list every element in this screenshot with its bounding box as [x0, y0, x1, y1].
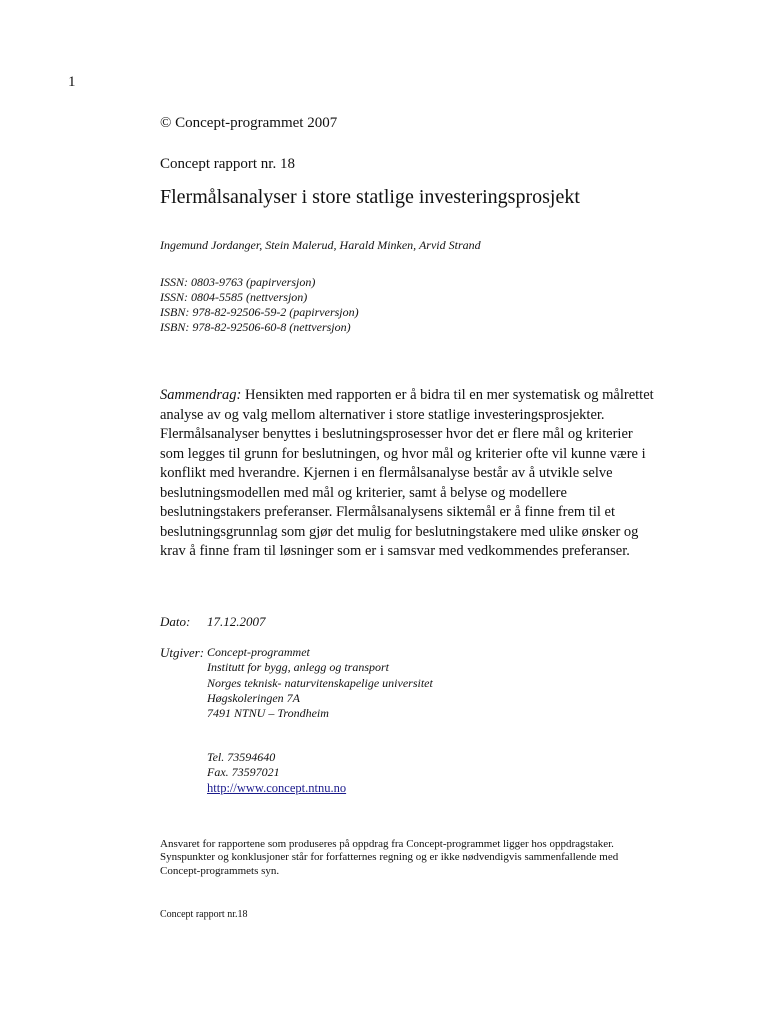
page-number: 1: [68, 74, 76, 90]
publisher-city: 7491 NTNU – Trondheim: [207, 706, 329, 721]
publisher-university: Norges teknisk- naturvitenskapelige universitet: [207, 675, 433, 690]
isbn-print: ISBN: 978-82-92506-59-2 (papirversjon): [160, 305, 359, 319]
publisher-name: Concept-programmet: [207, 645, 310, 659]
publisher-street: Høgskoleringen 7A: [207, 690, 300, 705]
website-link[interactable]: http://www.concept.ntnu.no: [207, 780, 347, 795]
fax-number: Fax. 73597021: [207, 765, 280, 780]
date-label: Dato:: [160, 614, 191, 629]
summary-label: Sammendrag:: [160, 387, 242, 403]
date-row: [160, 614, 266, 630]
report-number: Concept rapport nr. 18: [160, 156, 295, 172]
issn-online: ISSN: 0804-5585 (nettversjon): [160, 290, 308, 304]
summary-text: Hensikten med rapporten er å bidra til en mer systematisk og målrettet analyse av og valg mellom alternativer i store statlige investeringsprosjekter. Flermålsanalyser benyttes i beslutningsprosesser hvor det er flere mål og kriterier som legges til grunn for beslutningen, og hvor mål og kriterier ofte vil kunne være i konflikt med hverandre. Kjernen i en flermålsanalyse består av å utvikle selve beslutningsmodellen med mål og kriterier, samt å belyse og modellere beslutningstakers preferanser. Flermålsanalysens siktemål er å finne frem til et beslutningsgrunnlag som gjør det mulig for beslutningstakere med ulike ønsker og krav å finne fram til løsninger som er i samsvar med vedkommendes preferanser.: [160, 387, 654, 559]
publisher-institute: Institutt for bygg, anlegg og transport: [207, 660, 390, 675]
contact-block: [207, 750, 346, 796]
identifier-list: [160, 275, 359, 335]
isbn-online: ISBN: 978-82-92506-60-8 (nettversjon): [160, 320, 351, 334]
report-title: Flermålsanalyser i store statlige investeringsprosjekt: [160, 186, 580, 208]
authors: Ingemund Jordanger, Stein Malerud, Harald Minken, Arvid Strand: [160, 238, 481, 252]
publisher-label: Utgiver:: [160, 645, 205, 660]
phone-number: Tel. 73594640: [207, 750, 276, 764]
date-value: 17.12.2007: [207, 614, 266, 629]
disclaimer: Ansvaret for rapportene som produseres på oppdrag fra Concept-programmet ligger hos oppdragstaker. Synspunkter og konklusjoner står for forfatternes regning og er ikke nødvendigvis sammenfallende med Concept-programmets syn.: [160, 838, 619, 877]
page-footer: Concept rapport nr.18: [160, 909, 248, 920]
summary-paragraph: [160, 386, 660, 562]
issn-print: ISSN: 0803-9763 (papirversjon): [160, 275, 316, 289]
copyright-notice: © Concept-programmet 2007: [160, 115, 338, 131]
publisher-address: [207, 645, 433, 721]
